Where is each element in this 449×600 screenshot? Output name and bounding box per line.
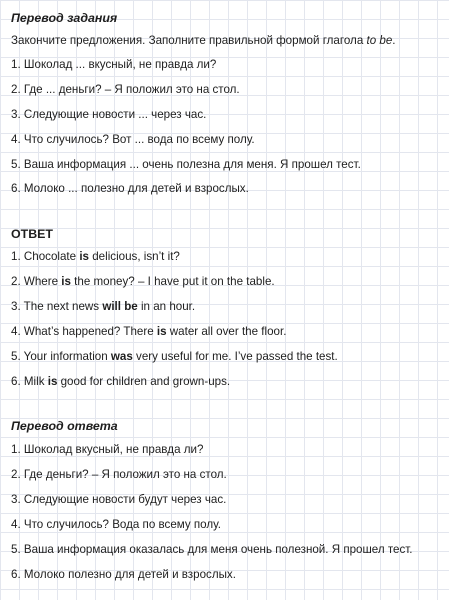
answer-item-6 (11, 374, 230, 390)
answer-item-4-before: 4. What’s happened? There (11, 325, 157, 338)
answer-translation-item-2: 2. Где деньги? – Я положил это на стол. (11, 468, 227, 481)
answer-item-2-verb: is (61, 275, 71, 288)
answer-translation-item-1: 1. Шоколад вкусный, не правда ли? (11, 443, 204, 456)
answer-item-3 (11, 299, 195, 315)
answer-item-1 (11, 249, 180, 265)
answer-item-2 (11, 274, 275, 290)
answer-translation-title: Перевод ответа (11, 419, 118, 433)
answer-item-2-after: the money? – I have put it on the table. (70, 275, 275, 288)
answer-item-5-before: 5. Your information (11, 350, 111, 363)
instruction-end: . (392, 34, 396, 47)
answer-item-5 (11, 349, 338, 365)
answer-item-5-verb: was (110, 350, 133, 363)
answer-item-5-after: very useful for me. I’ve passed the test. (132, 350, 338, 363)
answer-item-1-before: 1. Chocolate (11, 250, 80, 263)
answer-translation-item-5: 5. Ваша информация оказалась для меня очень полезной. Я прошел тест. (11, 543, 413, 556)
task-instruction (11, 33, 396, 49)
answer-translation-item-3: 3. Следующие новости будут через час. (11, 493, 227, 506)
task-item-4: 4. Что случилось? Вот ... вода по всему полу. (11, 133, 255, 146)
answer-item-6-before: 6. Milk (11, 375, 48, 388)
answer-item-1-after: delicious, isn’t it? (89, 250, 180, 263)
answer-item-3-verb: will be (102, 300, 138, 313)
task-item-2: 2. Где ... деньги? – Я положил это на стол. (11, 83, 240, 96)
task-item-1: 1. Шоколад ... вкусный, не правда ли? (11, 58, 217, 71)
answer-item-4 (11, 324, 286, 340)
answer-item-3-before: 3. The next news (11, 300, 103, 313)
task-translation-title: Перевод задания (11, 11, 118, 25)
answer-translation-item-4: 4. Что случилось? Вода по всему полу. (11, 518, 221, 531)
answer-item-6-after: good for children and grown-ups. (57, 375, 231, 388)
answer-item-1-verb: is (79, 250, 89, 263)
instruction-emphasis: to be (366, 34, 393, 47)
instruction-text: Закончите предложения. Заполните правильной формой глагола (11, 34, 367, 47)
answer-item-6-verb: is (47, 375, 58, 388)
task-item-6: 6. Молоко ... полезно для детей и взрослых. (11, 182, 249, 195)
answer-item-4-verb: is (156, 325, 167, 338)
task-item-5: 5. Ваша информация ... очень полезна для меня. Я прошел тест. (11, 158, 361, 171)
answer-title: ОТВЕТ (11, 227, 53, 241)
answer-item-2-before: 2. Where (11, 275, 62, 288)
task-item-3: 3. Следующие новости ... через час. (11, 108, 207, 121)
answer-item-4-after: water all over the floor. (166, 325, 287, 338)
answer-translation-item-6: 6. Молоко полезно для детей и взрослых. (11, 568, 236, 581)
answer-item-3-after: in an hour. (137, 300, 196, 313)
